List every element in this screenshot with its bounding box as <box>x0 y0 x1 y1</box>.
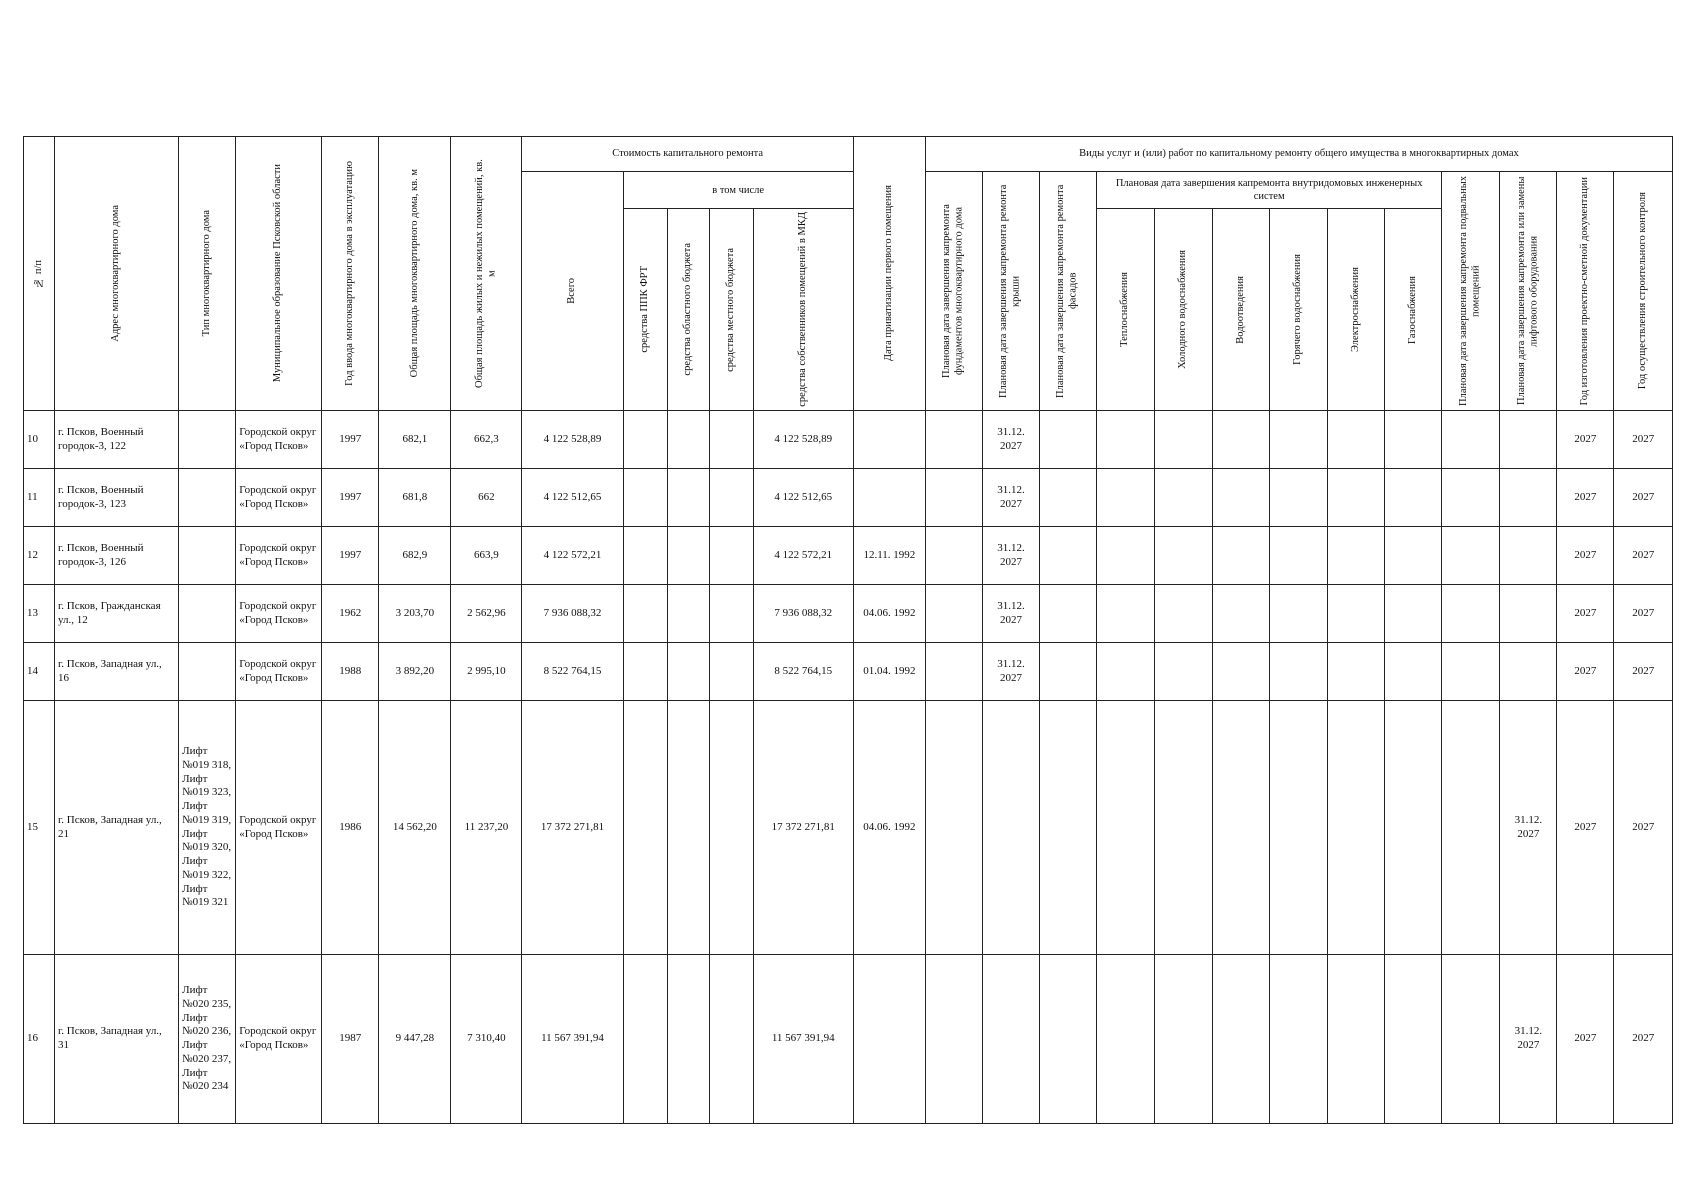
cell-num: 13 <box>24 585 55 643</box>
capital-repair-table <box>23 136 1673 1124</box>
cell-sewer <box>1213 585 1270 643</box>
cell-heating <box>1097 643 1155 701</box>
cell-foundation <box>925 469 982 527</box>
cell-basement <box>1442 955 1500 1124</box>
cell-living-area: 662 <box>451 469 522 527</box>
cell-foundation <box>925 411 982 469</box>
header-ppk: средства ППК ФРТ <box>623 209 667 411</box>
cell-elevator <box>1500 527 1557 585</box>
cell-heating <box>1097 701 1155 955</box>
cell-living-area: 2 562,96 <box>451 585 522 643</box>
cell-basement <box>1442 643 1500 701</box>
cell-total-area: 681,8 <box>379 469 451 527</box>
cell-regional <box>667 527 709 585</box>
cell-year: 1986 <box>322 701 379 955</box>
cell-year: 1962 <box>322 585 379 643</box>
cell-gas <box>1385 643 1442 701</box>
cell-local <box>709 643 753 701</box>
header-cold-water: Холодного водоснабжения <box>1155 209 1213 411</box>
header-regional: средства областного бюджета <box>667 209 709 411</box>
cell-local <box>709 955 753 1124</box>
cell-ppk <box>623 955 667 1124</box>
cell-regional <box>667 411 709 469</box>
cell-electricity <box>1328 585 1385 643</box>
cell-cold-water <box>1155 469 1213 527</box>
cell-facade <box>1039 469 1096 527</box>
cell-supervision: 2027 <box>1614 585 1673 643</box>
cell-type <box>179 643 236 701</box>
table-row <box>24 701 1673 955</box>
header-gas: Газоснабжения <box>1385 209 1442 411</box>
header-num: № п/п <box>24 137 55 411</box>
cell-ppk <box>623 411 667 469</box>
cell-local <box>709 469 753 527</box>
cell-address: г. Псков, Западная ул., 21 <box>55 701 179 955</box>
cell-municipality: Городской округ «Город Псков» <box>236 469 322 527</box>
cell-living-area: 662,3 <box>451 411 522 469</box>
cell-privatization: 12.11. 1992 <box>853 527 925 585</box>
cell-living-area: 11 237,20 <box>451 701 522 955</box>
cell-owners: 17 372 271,81 <box>753 701 853 955</box>
cell-heating <box>1097 411 1155 469</box>
cell-supervision: 2027 <box>1614 469 1673 527</box>
cell-year: 1988 <box>322 643 379 701</box>
cell-facade <box>1039 643 1096 701</box>
cell-address: г. Псков, Военный городок-3, 123 <box>55 469 179 527</box>
cell-heating <box>1097 469 1155 527</box>
cell-basement <box>1442 411 1500 469</box>
cell-sewer <box>1213 643 1270 701</box>
cell-year: 1997 <box>322 527 379 585</box>
cell-hot-water <box>1270 701 1328 955</box>
cell-roof: 31.12. 2027 <box>982 643 1039 701</box>
cell-elevator <box>1500 411 1557 469</box>
cell-elevator: 31.12. 2027 <box>1500 955 1557 1124</box>
cell-cold-water <box>1155 701 1213 955</box>
cell-num: 16 <box>24 955 55 1124</box>
cell-municipality: Городской округ «Город Псков» <box>236 955 322 1124</box>
cell-regional <box>667 701 709 955</box>
cell-roof <box>982 701 1039 955</box>
table-row <box>24 469 1673 527</box>
cell-supervision: 2027 <box>1614 643 1673 701</box>
cell-total-area: 14 562,20 <box>379 701 451 955</box>
cell-local <box>709 527 753 585</box>
cell-year: 1987 <box>322 955 379 1124</box>
cell-facade <box>1039 527 1096 585</box>
cell-hot-water <box>1270 955 1328 1124</box>
cell-gas <box>1385 469 1442 527</box>
cell-municipality: Городской округ «Город Псков» <box>236 701 322 955</box>
header-supervision: Год осуществления строительного контроля <box>1614 172 1673 411</box>
table-row <box>24 643 1673 701</box>
cell-gas <box>1385 701 1442 955</box>
cell-privatization <box>853 469 925 527</box>
cell-total: 4 122 572,21 <box>522 527 623 585</box>
cell-privatization: 04.06. 1992 <box>853 585 925 643</box>
cell-foundation <box>925 643 982 701</box>
cell-electricity <box>1328 643 1385 701</box>
cell-type: Лифт №019 318, Лифт №019 323, Лифт №019 319, Лифт №019 320, Лифт №019 322, Лифт №019 321 <box>179 701 236 955</box>
cell-hot-water <box>1270 643 1328 701</box>
cell-ppk <box>623 469 667 527</box>
cell-roof: 31.12. 2027 <box>982 469 1039 527</box>
cell-facade <box>1039 585 1096 643</box>
cell-municipality: Городской округ «Город Псков» <box>236 585 322 643</box>
cell-municipality: Городской округ «Город Псков» <box>236 643 322 701</box>
cell-type: Лифт №020 235, Лифт №020 236, Лифт №020 237, Лифт №020 234 <box>179 955 236 1124</box>
cell-foundation <box>925 955 982 1124</box>
cell-type <box>179 411 236 469</box>
cell-living-area: 2 995,10 <box>451 643 522 701</box>
table-row <box>24 527 1673 585</box>
cell-privatization: 01.04. 1992 <box>853 643 925 701</box>
table-row <box>24 585 1673 643</box>
cell-gas <box>1385 585 1442 643</box>
cell-cold-water <box>1155 411 1213 469</box>
header-type: Тип многоквартирного дома <box>179 137 236 411</box>
cell-total-area: 3 203,70 <box>379 585 451 643</box>
header-local: средства местного бюджета <box>709 209 753 411</box>
cell-total: 11 567 391,94 <box>522 955 623 1124</box>
cell-roof: 31.12. 2027 <box>982 585 1039 643</box>
cell-living-area: 7 310,40 <box>451 955 522 1124</box>
cell-elevator <box>1500 469 1557 527</box>
cell-heating <box>1097 955 1155 1124</box>
header-design-docs: Год изготовления проектно-сметной документации <box>1557 172 1614 411</box>
cell-owners: 4 122 528,89 <box>753 411 853 469</box>
cell-foundation <box>925 701 982 955</box>
header-municipality: Муниципальное образование Псковской области <box>236 137 322 411</box>
header-year: Год ввода многоквартирного дома в эксплуатацию <box>322 137 379 411</box>
header-foundation: Плановая дата завершения капремонта фундаментов многоквартирного дома <box>925 172 982 411</box>
cell-heating <box>1097 585 1155 643</box>
cell-address: г. Псков, Военный городок-3, 126 <box>55 527 179 585</box>
cell-owners: 7 936 088,32 <box>753 585 853 643</box>
cell-design-docs: 2027 <box>1557 411 1614 469</box>
cell-elevator <box>1500 643 1557 701</box>
cell-roof: 31.12. 2027 <box>982 527 1039 585</box>
header-electricity: Электроснабжения <box>1328 209 1385 411</box>
header-works-group: Виды услуг и (или) работ по капитальному ремонту общего имущества в многоквартирных домах <box>925 137 1672 172</box>
cell-total-area: 682,1 <box>379 411 451 469</box>
cell-roof: 31.12. 2027 <box>982 411 1039 469</box>
header-basement: Плановая дата завершения капремонта подвальных помещений <box>1442 172 1500 411</box>
cell-design-docs: 2027 <box>1557 643 1614 701</box>
cell-year: 1997 <box>322 411 379 469</box>
header-roof: Плановая дата завершения капремонта ремонта крыши <box>982 172 1039 411</box>
header-privatization: Дата приватизации первого помещения <box>853 137 925 411</box>
cell-regional <box>667 955 709 1124</box>
cell-address: г. Псков, Западная ул., 16 <box>55 643 179 701</box>
cell-cold-water <box>1155 955 1213 1124</box>
cell-total: 17 372 271,81 <box>522 701 623 955</box>
cell-basement <box>1442 585 1500 643</box>
table-body <box>24 411 1673 1124</box>
cell-cold-water <box>1155 643 1213 701</box>
cell-facade <box>1039 701 1096 955</box>
cell-regional <box>667 643 709 701</box>
cell-address: г. Псков, Гражданская ул., 12 <box>55 585 179 643</box>
cell-design-docs: 2027 <box>1557 585 1614 643</box>
cell-num: 11 <box>24 469 55 527</box>
cell-total: 8 522 764,15 <box>522 643 623 701</box>
header-owners: средства собственников помещений в МКД <box>753 209 853 411</box>
cell-owners: 4 122 512,65 <box>753 469 853 527</box>
cell-total-area: 3 892,20 <box>379 643 451 701</box>
header-total-area: Общая площадь многоквартирного дома, кв. м <box>379 137 451 411</box>
cell-cold-water <box>1155 585 1213 643</box>
cell-gas <box>1385 527 1442 585</box>
cell-heating <box>1097 527 1155 585</box>
cell-total: 4 122 512,65 <box>522 469 623 527</box>
cell-year: 1997 <box>322 469 379 527</box>
cell-basement <box>1442 701 1500 955</box>
cell-local <box>709 411 753 469</box>
cell-owners: 8 522 764,15 <box>753 643 853 701</box>
cell-design-docs: 2027 <box>1557 955 1614 1124</box>
cell-type <box>179 527 236 585</box>
table-row <box>24 411 1673 469</box>
header-address: Адрес многоквартирного дома <box>55 137 179 411</box>
cell-gas <box>1385 411 1442 469</box>
cell-total: 7 936 088,32 <box>522 585 623 643</box>
cell-elevator: 31.12. 2027 <box>1500 701 1557 955</box>
cell-owners: 11 567 391,94 <box>753 955 853 1124</box>
cell-supervision: 2027 <box>1614 411 1673 469</box>
cell-municipality: Городской округ «Город Псков» <box>236 411 322 469</box>
cell-facade <box>1039 955 1096 1124</box>
header-heating: Теплоснабжения <box>1097 209 1155 411</box>
cell-privatization: 04.06. 1992 <box>853 701 925 955</box>
header-incl: в том числе <box>623 172 853 209</box>
cell-facade <box>1039 411 1096 469</box>
cell-sewer <box>1213 411 1270 469</box>
cell-local <box>709 701 753 955</box>
header-sewer: Водоотведения <box>1213 209 1270 411</box>
cell-living-area: 663,9 <box>451 527 522 585</box>
cell-num: 14 <box>24 643 55 701</box>
cell-electricity <box>1328 469 1385 527</box>
header-facade: Плановая дата завершения капремонта ремонта фасадов <box>1039 172 1096 411</box>
cell-basement <box>1442 527 1500 585</box>
cell-sewer <box>1213 701 1270 955</box>
cell-electricity <box>1328 955 1385 1124</box>
cell-supervision: 2027 <box>1614 955 1673 1124</box>
cell-address: г. Псков, Военный городок-3, 122 <box>55 411 179 469</box>
cell-hot-water <box>1270 469 1328 527</box>
cell-regional <box>667 469 709 527</box>
header-cost-group: Стоимость капитального ремонта <box>522 137 853 172</box>
cell-ppk <box>623 585 667 643</box>
cell-privatization <box>853 955 925 1124</box>
cell-num: 15 <box>24 701 55 955</box>
cell-ppk <box>623 527 667 585</box>
cell-electricity <box>1328 701 1385 955</box>
cell-elevator <box>1500 585 1557 643</box>
cell-basement <box>1442 469 1500 527</box>
cell-num: 12 <box>24 527 55 585</box>
cell-ppk <box>623 643 667 701</box>
cell-hot-water <box>1270 527 1328 585</box>
header-total: Всего <box>522 172 623 411</box>
table-header <box>24 137 1673 411</box>
cell-foundation <box>925 527 982 585</box>
cell-sewer <box>1213 469 1270 527</box>
cell-regional <box>667 585 709 643</box>
cell-design-docs: 2027 <box>1557 469 1614 527</box>
cell-roof <box>982 955 1039 1124</box>
table-row <box>24 955 1673 1124</box>
cell-hot-water <box>1270 585 1328 643</box>
cell-ppk <box>623 701 667 955</box>
cell-municipality: Городской округ «Город Псков» <box>236 527 322 585</box>
cell-gas <box>1385 955 1442 1124</box>
header-living-area: Общая площадь жилых и нежилых помещений, кв. м <box>451 137 522 411</box>
cell-hot-water <box>1270 411 1328 469</box>
cell-owners: 4 122 572,21 <box>753 527 853 585</box>
cell-local <box>709 585 753 643</box>
cell-cold-water <box>1155 527 1213 585</box>
header-elevator: Плановая дата завершения капремонта или замены лифтового оборудования <box>1500 172 1557 411</box>
cell-electricity <box>1328 411 1385 469</box>
cell-address: г. Псков, Западная ул., 31 <box>55 955 179 1124</box>
cell-electricity <box>1328 527 1385 585</box>
cell-type <box>179 469 236 527</box>
cell-foundation <box>925 585 982 643</box>
cell-sewer <box>1213 955 1270 1124</box>
cell-supervision: 2027 <box>1614 701 1673 955</box>
cell-supervision: 2027 <box>1614 527 1673 585</box>
cell-sewer <box>1213 527 1270 585</box>
cell-type <box>179 585 236 643</box>
cell-privatization <box>853 411 925 469</box>
cell-total-area: 682,9 <box>379 527 451 585</box>
cell-total-area: 9 447,28 <box>379 955 451 1124</box>
cell-num: 10 <box>24 411 55 469</box>
header-engineering-group: Плановая дата завершения капремонта внутридомовых инженерных систем <box>1097 172 1442 209</box>
cell-design-docs: 2027 <box>1557 527 1614 585</box>
cell-total: 4 122 528,89 <box>522 411 623 469</box>
cell-design-docs: 2027 <box>1557 701 1614 955</box>
header-hot-water: Горячего водоснабжения <box>1270 209 1328 411</box>
